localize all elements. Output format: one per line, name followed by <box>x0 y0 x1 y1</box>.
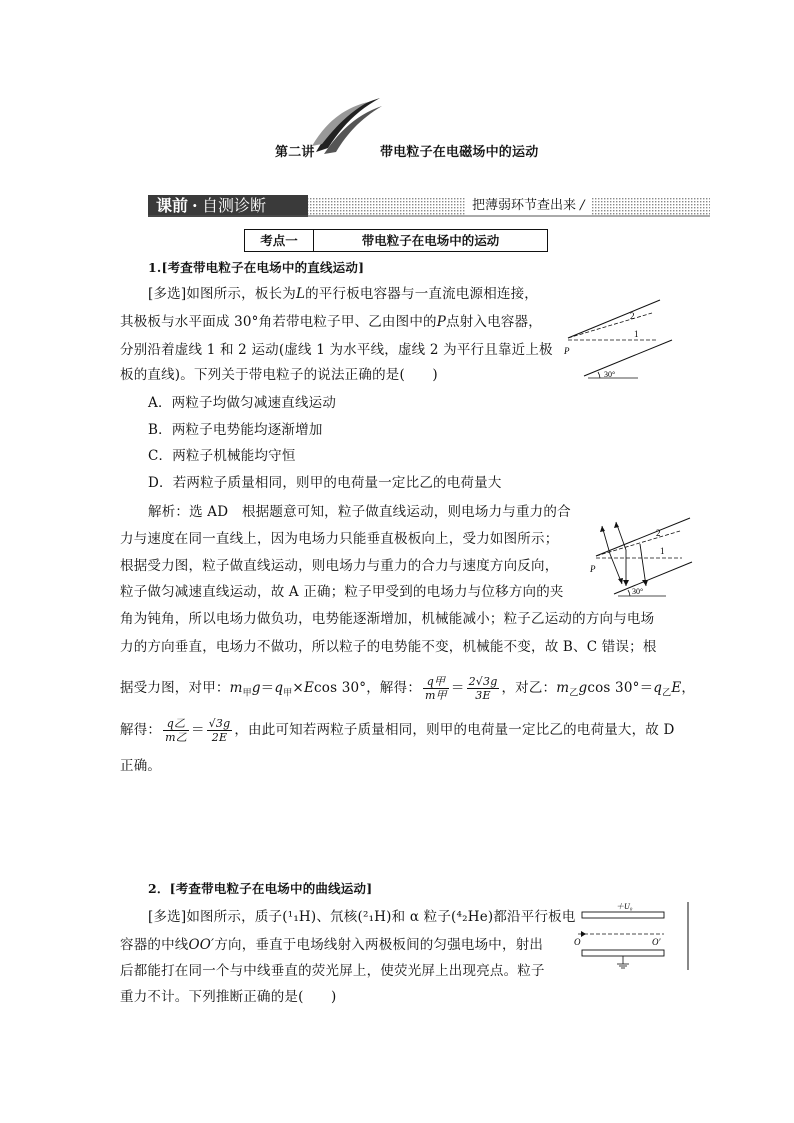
q2-stem-line2 <box>120 935 543 955</box>
q2-figure-capacitor <box>572 898 697 978</box>
q1-sol7-eq2: ＝ <box>450 680 465 696</box>
q2-proton: ¹₁H <box>287 909 311 925</box>
q1-option-b: B．两粒子电势能均逐渐增加 <box>148 422 323 438</box>
q1-sol7-eq: ＝ <box>260 680 275 696</box>
q1-sol7-sub2: 甲 <box>283 688 293 699</box>
q1-sol8-b: ，由此可知若两粒子质量相同，则甲的电荷量一定比乙的电荷量大，故 D <box>234 722 675 738</box>
q1-sol8-eq: ＝ <box>190 722 205 738</box>
q1-stem-l1-text: [多选]如图所示，板长为 <box>148 286 296 302</box>
q1-sol7-E2: E <box>671 680 682 696</box>
q1-solution-line2: 力与速度在同一直线上，因为电场力只能垂直极板向上，受力如图所示； <box>120 531 559 547</box>
page-title: 带电粒子在电磁场中的运动 <box>380 145 539 160</box>
q1-solution-line1: 解析：选 AD 根据题意可知，粒子做直线运动，则电场力与重力的合 <box>148 504 571 520</box>
q1-fraction-1 <box>423 675 449 702</box>
q1-frac4-den: 2E <box>211 731 228 744</box>
q1-option-d: D．若两粒子质量相同，则甲的电荷量一定比乙的电荷量大 <box>148 475 502 491</box>
q2-fig-label-u0: ＋U₀ <box>616 902 633 911</box>
q1-sol7-m: m <box>229 680 243 696</box>
q1-sol7-comma: ， <box>681 680 696 696</box>
topic-box <box>244 229 548 252</box>
q1-frac3-den: m乙 <box>165 731 187 744</box>
q1-sol7-E: E <box>303 680 314 696</box>
banner-slogan: 把薄弱环节查出来 / <box>466 197 591 215</box>
q1-var-L: L <box>295 286 306 302</box>
q1-sol7-cos2: cos 30°＝ <box>587 680 654 696</box>
q1-sol7-sub1: 甲 <box>242 688 252 699</box>
q1-var-P: P <box>436 314 447 330</box>
q1-fig2-label-2: 2 <box>656 528 661 538</box>
topic-label: 考点一 <box>245 230 314 251</box>
q1-sol7-m2: m <box>556 680 570 696</box>
q1-frac4-num: √3g <box>208 717 231 730</box>
q2-l1-b: )、氘核( <box>310 909 363 925</box>
q1-fraction-3 <box>163 717 189 744</box>
q2-alpha: ⁴₂He <box>456 909 488 925</box>
q1-frac2-num: 2√3g <box>468 675 498 688</box>
q2-l1-d: )都沿平行板电 <box>487 909 576 925</box>
q2-fig-label-o: O <box>574 937 581 947</box>
q1-frac1-den: m甲 <box>425 689 447 702</box>
q1-sol8-a: 解得： <box>120 722 162 738</box>
q1-stem-line2 <box>120 312 542 332</box>
q2-stem-line1 <box>148 907 576 927</box>
q2-deuteron: ²₁H <box>362 909 387 925</box>
q2-l2-b: 方向，垂直于电场线射入两极板间的匀强电场中，射出 <box>214 937 544 953</box>
q1-solution-line4: 粒子做匀减速直线运动，故 A 正确；粒子甲受到的电场力与位移方向的夹 <box>120 584 564 600</box>
q1-solution-line8 <box>120 716 675 744</box>
q1-sol7-sub4: 乙 <box>662 688 672 699</box>
q1-solution-line5: 角为钝角，所以电场力做负功，电势能逐渐增加，机械能减小；粒子乙运动的方向与电场 <box>120 611 655 627</box>
q1-solution-line9: 正确。 <box>120 758 162 774</box>
q1-fraction-2 <box>467 675 500 702</box>
q1-frac3-num: q乙 <box>163 717 189 731</box>
q1-heading: 1.[考查带电粒子在电场中的直线运动] <box>148 260 365 275</box>
q1-sol7-q2: q <box>653 680 663 696</box>
q1-sol7-times: × <box>292 680 304 696</box>
q2-stem-line4: 重力不计。下列推断正确的是( ) <box>120 989 337 1005</box>
q1-option-c: C．两粒子机械能均守恒 <box>148 448 296 464</box>
q2-var-OO: OO′ <box>188 937 215 953</box>
q1-sol7-duiyi: ，对乙： <box>501 680 557 696</box>
q1-frac1-num: q甲 <box>423 675 449 689</box>
q1-fig2-label-angle: 30° <box>632 587 644 596</box>
q1-fig1-label-angle: 30° <box>604 370 616 379</box>
q1-fig1-label-1: 1 <box>634 329 639 339</box>
q2-stem-line3: 后都能打在同一个与中线垂直的荧光屏上，使荧光屏上出现亮点。粒子 <box>120 963 545 979</box>
q1-fig1-label-p: P <box>564 346 570 356</box>
section-banner <box>148 195 710 217</box>
q2-fig-label-o-prime: O′ <box>652 937 661 947</box>
q1-sol7-g2: g <box>578 680 588 696</box>
lecture-number: 第二讲 <box>275 145 315 160</box>
q1-stem-l2-b: 点射入电容器， <box>446 314 542 330</box>
banner-label-dot: · <box>192 196 198 215</box>
q1-solution-line7 <box>120 674 695 708</box>
q1-sol7-q: q <box>274 680 284 696</box>
q1-solution-line6: 力的方向垂直，电场力不做功，所以粒子的电势能不变，机械能不变，故 B、C 错误；根 <box>120 639 657 655</box>
banner-label-pre: 课前 <box>156 196 189 215</box>
q1-sol7-g: g <box>251 680 261 696</box>
q1-fig2-label-1: 1 <box>660 546 665 556</box>
banner-slogan-text: 把薄弱环节查出来 <box>472 198 577 213</box>
q1-option-a: A．两粒子均做匀减速直线运动 <box>148 395 337 411</box>
q1-sol7-cos: cos 30°，解得： <box>314 680 422 696</box>
q2-l2-a: 容器的中线 <box>120 937 189 953</box>
swoosh-logo-icon <box>310 96 385 156</box>
q1-stem-l1-rest: 的平行板电容器与一直流电源相连接， <box>305 286 539 302</box>
q1-stem-line3: 分别沿着虚线 1 和 2 运动(虚线 1 为水平线，虚线 2 为平行且靠近上极 <box>120 342 553 358</box>
q1-fig1-label-2: 2 <box>630 311 635 321</box>
q1-solution-line3: 根据受力图，粒子做直线运动，则电场力与重力的合力与速度方向反向， <box>120 558 559 574</box>
topic-name: 带电粒子在电场中的运动 <box>361 233 500 248</box>
q2-l1-c: )和 α 粒子( <box>386 909 457 925</box>
q1-fraction-4 <box>207 717 233 744</box>
q1-sol7-a: 据受力图，对甲： <box>120 680 230 696</box>
q2-heading: 2．[考查带电粒子在电场中的曲线运动] <box>148 881 373 896</box>
q1-sol7-sub3: 乙 <box>569 688 579 699</box>
q2-l1-a: [多选]如图所示，质子( <box>148 909 288 925</box>
q1-figure-force-diagram <box>586 514 696 600</box>
banner-label-main: 自测诊断 <box>202 196 267 215</box>
q1-figure-capacitor <box>560 292 675 384</box>
q1-stem-line4: 板的直线)。下列关于带电粒子的说法正确的是( ) <box>120 367 438 383</box>
q1-frac2-den: 3E <box>475 689 491 702</box>
q1-stem-l2-a: 其极板与水平面成 30°角若带电粒子甲、乙由图中的 <box>120 314 437 330</box>
q1-stem-line1 <box>148 284 538 304</box>
q1-fig2-label-p: P <box>590 564 596 574</box>
